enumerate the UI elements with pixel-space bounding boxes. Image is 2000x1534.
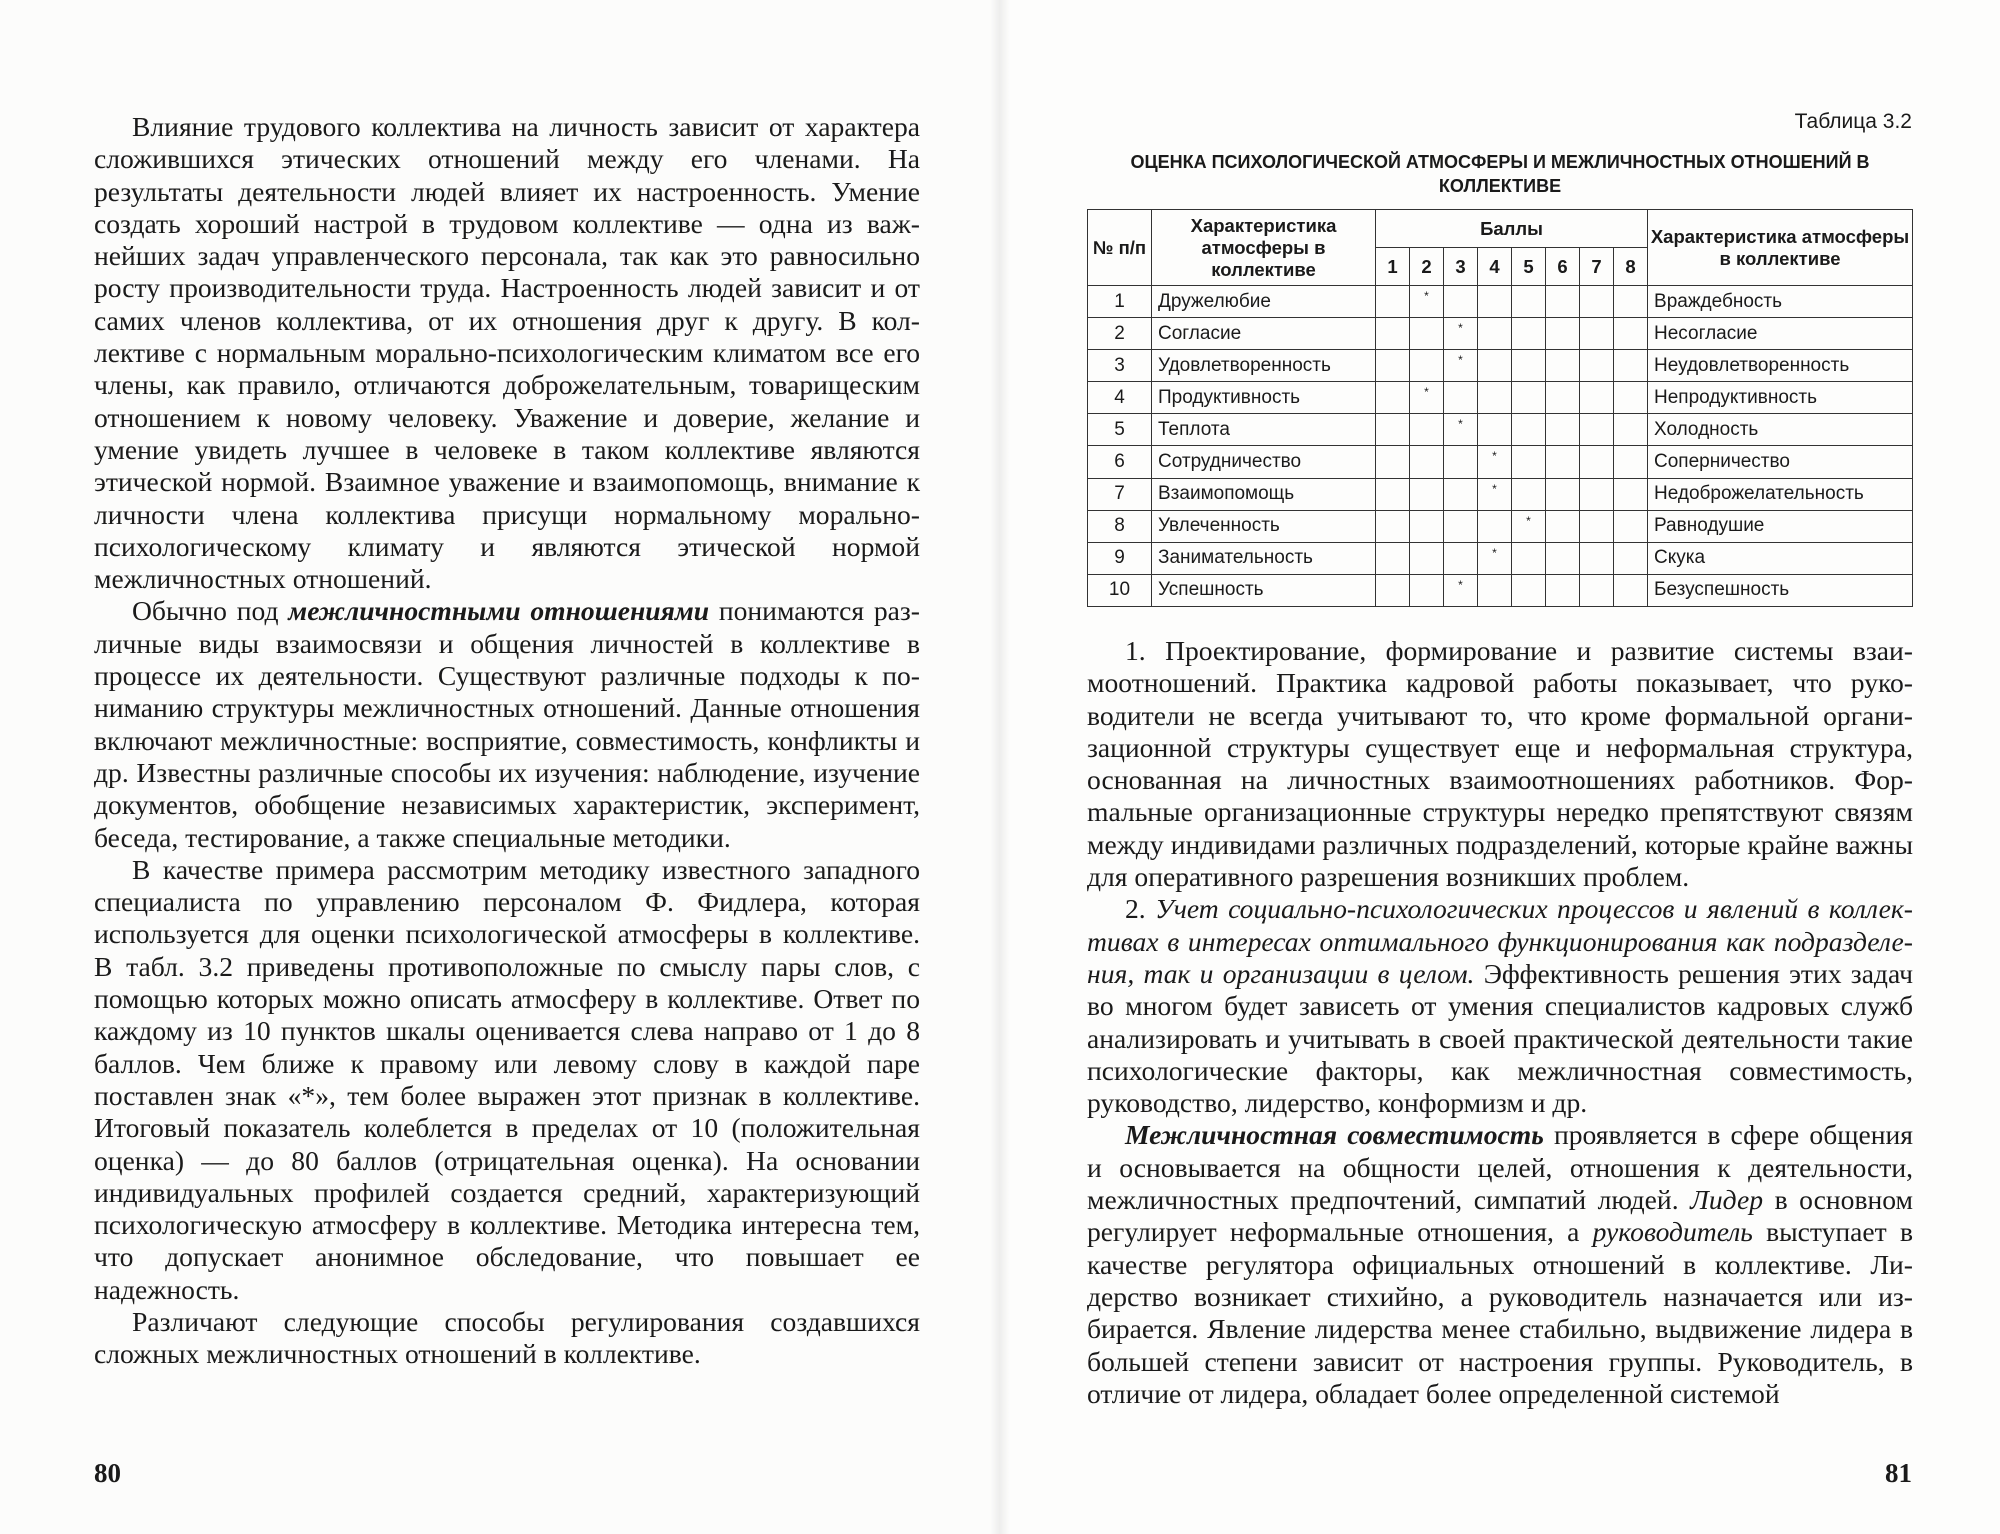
row-number: 1 [1088,286,1152,318]
score-mark: * [1526,513,1531,528]
score-column-header: 2 [1410,248,1444,286]
score-cell [1614,318,1648,350]
score-mark: * [1458,353,1463,368]
score-mark: * [1458,577,1463,592]
score-cell [1376,382,1410,414]
score-cell [1376,350,1410,382]
score-cell [1444,478,1478,510]
score-cell [1580,446,1614,478]
score-column-header: 6 [1546,248,1580,286]
score-cell [1444,510,1478,542]
score-cell [1580,318,1614,350]
score-cell [1580,414,1614,446]
header-left-characteristic: Характеристика атмосферы в коллективе [1152,210,1376,286]
row-number: 8 [1088,510,1152,542]
row-number: 3 [1088,350,1152,382]
score-cell [1546,446,1580,478]
score-column-header: 7 [1580,248,1614,286]
score-cell [1580,286,1614,318]
table-row [1088,510,1913,542]
right-characteristic: Несогласие [1648,318,1913,350]
text-run: Обычно под [132,595,289,627]
table-row [1088,414,1913,446]
score-cell [1614,574,1648,606]
left-characteristic: Успешность [1152,574,1376,606]
term-interpersonal-compatibility: Межличностная совместимость [1125,1119,1544,1151]
score-cell [1410,510,1444,542]
book-gutter [990,0,1010,1534]
left-characteristic: Продуктивность [1152,382,1376,414]
left-characteristic: Увлеченность [1152,510,1376,542]
score-cell [1478,318,1512,350]
table-row [1088,542,1913,574]
score-cell [1614,510,1648,542]
score-cell [1546,574,1580,606]
score-cell [1376,286,1410,318]
row-number: 7 [1088,478,1152,510]
score-cell [1614,478,1648,510]
right-characteristic: Недоброжелательность [1648,478,1913,510]
table-row [1088,382,1913,414]
score-cell [1614,382,1648,414]
score-cell [1546,510,1580,542]
score-cell [1546,414,1580,446]
page-number-left: 80 [94,1458,121,1488]
text-run: понимаются различные виды взаимосвязи и общения личностей в коллективе в процессе их деятельности. Существуют различные подходы к пониманию структуры межличностных отношений. Данные отношения включают межличностные: восприятие, совместимость, конфликты и др. Известны различные способы их изучения: наблюдение, изучение документов, обобщение независимых характеристик, эксперимент, беседа, тестирование, а также специальные методики. [94,595,920,853]
text-run: Эффективность решения этих задач во многом будет зависеть от умения специалистов кадровых служб анализировать и учитывать в своей практической деятельности такие психологические факторы, как межличностная совместимость, руководство, лидерство, конформизм и др. [1087,957,1913,1119]
score-mark: * [1492,545,1497,560]
score-cell [1478,542,1512,574]
score-cell [1444,414,1478,446]
right-characteristic: Враждебность [1648,286,1913,318]
right-characteristic: Неудовлетворенность [1648,350,1913,382]
score-mark: * [1458,417,1463,432]
score-cell [1512,286,1546,318]
score-cell [1512,318,1546,350]
text-run: в основном регулирует неформальные отношения, а [1087,1184,1913,1248]
score-cell [1410,446,1444,478]
italic-heading: Учет социально-психологических процессов и явлений в коллективах в интересах оптимального функционирования как подразделения, так и организации в целом. [1087,893,1913,989]
left-page-text [94,111,920,1371]
table-title: ОЦЕНКА ПСИХОЛОГИЧЕСКОЙ АТМОСФЕРЫ И МЕЖЛИЧНОСТНЫХ ОТНОШЕНИЙ В КОЛЛЕКТИВЕ [1130,152,1870,196]
score-cell [1410,414,1444,446]
paragraph-compatibility [1087,1119,1913,1410]
score-cell [1580,510,1614,542]
score-cell [1410,478,1444,510]
score-cell [1478,286,1512,318]
text-run: 2. [1125,893,1156,925]
paragraph-collective-influence: Влияние трудового коллектива на личность зависит от характера сложившихся этических отношений между его членами. На результаты деятельности людей влияет их настроенность. Умение создать хороший настрой в трудовом коллективе — одна из важнейших задач управленческого персонала, так как это равносильно росту производительности труда. Настроенность людей зависит и от самих членов коллектива, от их отношения друг к другу. В коллективе с нормальным морально-психологическим климатом все его члены, как правило, отличаются доброжелательным, товарищеским отношением к новому человеку. Уважение и доверие, желание и умение увидеть лучшее в человеке в таком коллективе являются этической нормой. Взаимное уважение и взаимопомощь, внимание к личности члена коллектива присущи нормальному морально-психологическому климату и являются этической нормой межличностных отношений. [94,111,920,595]
header-right-characteristic: Характеристика атмосферы в коллективе [1648,210,1913,286]
score-cell [1444,574,1478,606]
score-cell [1614,414,1648,446]
score-cell [1512,350,1546,382]
row-number: 4 [1088,382,1152,414]
right-characteristic: Безуспешность [1648,574,1913,606]
score-cell [1546,478,1580,510]
score-cell [1580,574,1614,606]
score-cell [1512,382,1546,414]
score-cell [1376,542,1410,574]
row-number: 6 [1088,446,1152,478]
paragraph-regulation-methods: Различают следующие способы регулирования создавшихся сложных межличностных отношений в коллективе. [94,1305,920,1370]
score-cell [1444,446,1478,478]
score-cell [1410,286,1444,318]
score-cell [1444,286,1478,318]
left-characteristic: Теплота [1152,414,1376,446]
score-cell [1614,286,1648,318]
score-column-header: 4 [1478,248,1512,286]
table-row [1088,446,1913,478]
score-cell [1478,446,1512,478]
score-cell [1410,542,1444,574]
score-cell [1376,446,1410,478]
score-mark: * [1458,321,1463,336]
right-characteristic: Холодность [1648,414,1913,446]
score-cell [1546,382,1580,414]
score-cell [1444,318,1478,350]
score-cell [1478,478,1512,510]
score-cell [1614,446,1648,478]
paragraph-relationship-design: 1. Проектирование, формирование и развитие системы взаимоотношений. Практика кадровой работы показывает, что руководители не всегда учитывают то, что кроме формальной организационной структуры существует еще и неформальная структура, основанная на личностных взаимоотношениях работников. Форmальные организационные структуры нередко препятствуют связям между индивидами различных подразделений, которые крайне важны для оперативного разрешения возникших проблем. [1087,635,1913,893]
score-mark: * [1492,449,1497,464]
row-number: 5 [1088,414,1152,446]
table-row [1088,286,1913,318]
term-interpersonal-relations: межличностными отношениями [288,595,710,627]
left-characteristic: Удовлетворенность [1152,350,1376,382]
score-cell [1478,414,1512,446]
score-cell [1614,350,1648,382]
score-cell [1444,350,1478,382]
score-cell [1580,350,1614,382]
right-characteristic: Скука [1648,542,1913,574]
left-characteristic: Согласие [1152,318,1376,350]
score-cell [1512,478,1546,510]
table-row [1088,318,1913,350]
score-cell [1376,510,1410,542]
score-cell [1512,446,1546,478]
score-column-header: 3 [1444,248,1478,286]
term-manager: руководитель [1592,1216,1753,1248]
right-characteristic: Непродуктивность [1648,382,1913,414]
header-scores: Баллы [1376,210,1648,248]
atmosphere-rating-table [1087,209,1913,607]
score-cell [1478,382,1512,414]
page-number-right: 81 [1885,1458,1912,1488]
score-cell [1546,350,1580,382]
score-cell [1444,382,1478,414]
score-mark: * [1424,385,1429,400]
left-characteristic: Дружелюбие [1152,286,1376,318]
paragraph-interpersonal-relations [94,595,920,853]
score-cell [1410,318,1444,350]
score-cell [1580,478,1614,510]
row-number: 10 [1088,574,1152,606]
score-cell [1376,414,1410,446]
score-cell [1410,574,1444,606]
table-row [1088,478,1913,510]
text-run: выступает в качестве регулятора официальных отношений в коллективе. Лидерство возникает стихийно, а руководитель назначается или избирается. Явление лидерства менее стабильно, выдвижение лидера в большей степени зависит от настроения группы. Руководитель, в отличие от лидера, обладает более определенной системой [1087,1216,1913,1409]
score-cell [1376,318,1410,350]
score-mark: * [1424,289,1429,303]
right-characteristic: Равнодушие [1648,510,1913,542]
score-cell [1512,414,1546,446]
term-leader: Лидер [1690,1184,1763,1216]
score-cell [1580,542,1614,574]
score-cell [1410,350,1444,382]
score-cell [1512,510,1546,542]
score-cell [1546,318,1580,350]
score-cell [1478,510,1512,542]
text-run: проявляется в сфере общения и основывается на общности целей, отношения к деятельности, межличностных предпочтений, симпатий людей. [1087,1119,1913,1216]
table-row [1088,574,1913,606]
score-cell [1614,542,1648,574]
score-cell [1512,542,1546,574]
score-cell [1478,350,1512,382]
score-cell [1478,574,1512,606]
row-number: 9 [1088,542,1152,574]
table-label: Таблица 3.2 [1794,110,1912,133]
row-number: 2 [1088,318,1152,350]
header-number: № п/п [1088,210,1152,286]
paragraph-socio-psychological [1087,893,1913,1119]
paragraph-fiedler-method: В качестве примера рассмотрим методику известного западного специалиста по управлению персоналом Ф. Фидлера, которая используется для оценки психологической атмосферы в коллективе. В табл. 3.2 приведены противоположные по смыслу пары слов, с помощью которых можно описать атмосферу в коллективе. Ответ по каждому из 10 пунктов шкалы оценивается слева направо от 1 до 8 баллов. Чем ближе к правому или левому слову в каждой паре поставлен знак «*», тем более выражен этот признак в коллективе. Итоговый показатель колеблется в пределах от 10 (положительная оценка) — до 80 баллов (отрицательная оценка). На основании индивидуальных профилей создается средний, характеризующий психологическую атмосферу в коллективе. Методика интересна тем, что допускает анонимное обследование, что повышает ее надежность. [94,853,920,1305]
score-mark: * [1492,481,1497,496]
right-characteristic: Соперничество [1648,446,1913,478]
score-cell [1376,574,1410,606]
left-characteristic: Сотрудничество [1152,446,1376,478]
score-cell [1546,542,1580,574]
score-cell [1444,542,1478,574]
right-page-text [1087,635,1913,1410]
score-column-header: 1 [1376,248,1410,286]
score-cell [1546,286,1580,318]
score-cell [1410,382,1444,414]
table-row [1088,350,1913,382]
score-cell [1376,478,1410,510]
score-column-header: 8 [1614,248,1648,286]
left-characteristic: Взаимопомощь [1152,478,1376,510]
score-cell [1512,574,1546,606]
score-column-header: 5 [1512,248,1546,286]
left-characteristic: Занимательность [1152,542,1376,574]
score-cell [1580,382,1614,414]
